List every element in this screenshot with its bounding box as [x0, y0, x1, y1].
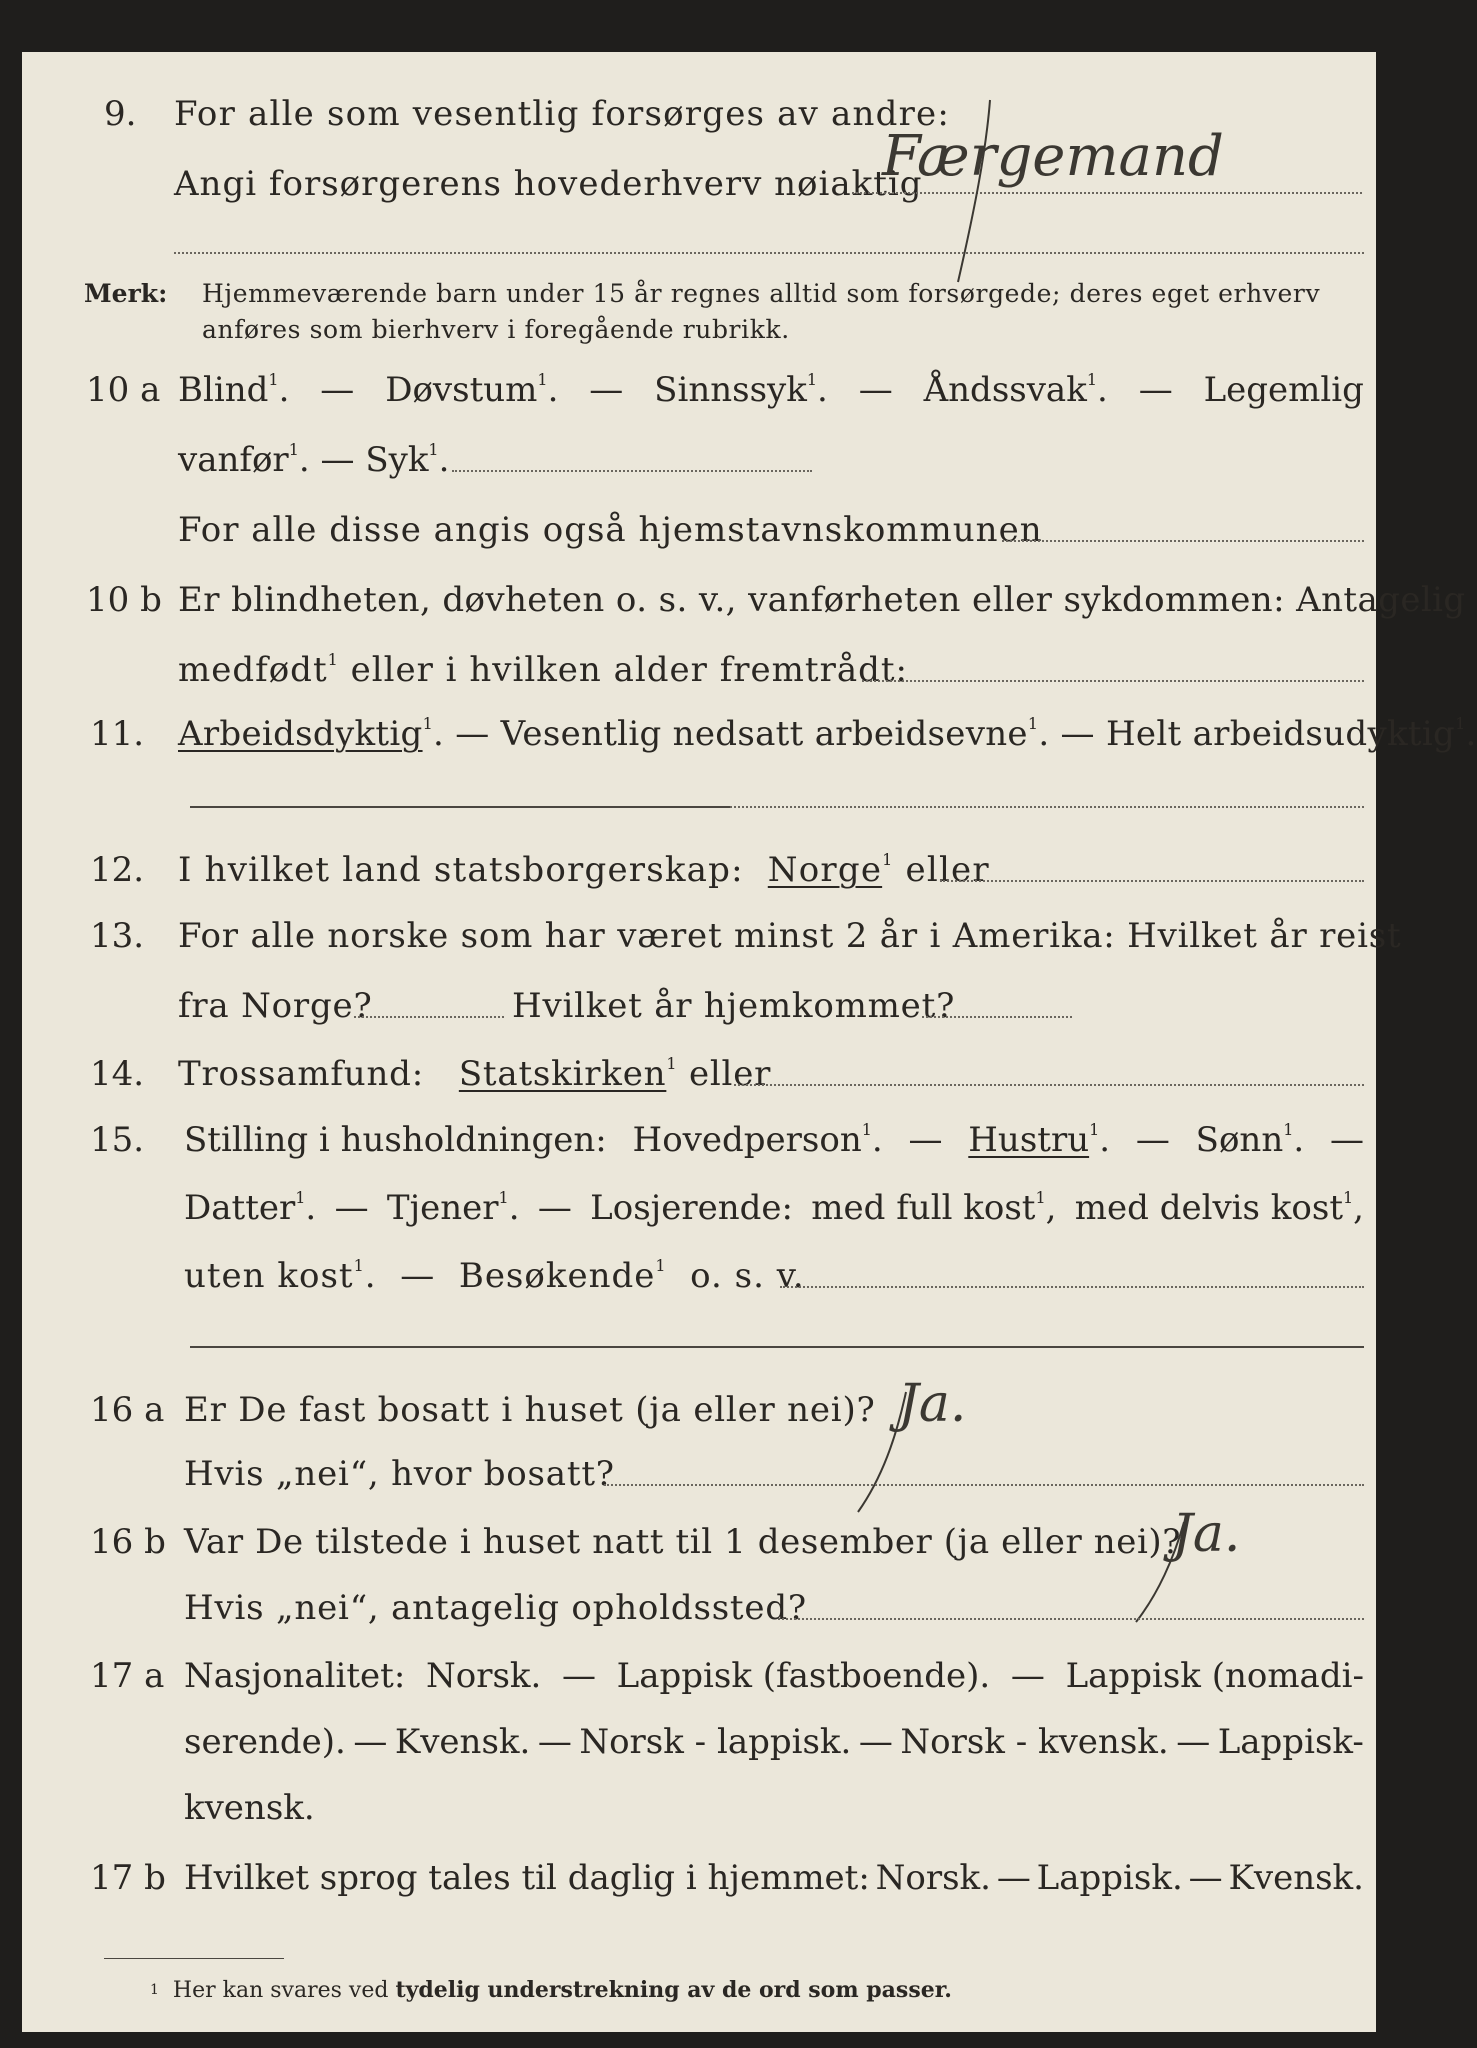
- q9-handwritten-answer: Færgemand: [882, 124, 1224, 189]
- q10a-line1: [178, 370, 1364, 410]
- q10b-line2: medfødt$^1$ eller i hvilken alder fremtrådt:: [178, 650, 908, 690]
- q17a-number: 17 a: [90, 1656, 165, 1696]
- q9-line2: Angi forsørgerens hovederhverv nøiaktig: [174, 164, 923, 204]
- q13-line1: For alle norske som har været minst 2 år i Amerika: Hvilket år reist: [178, 916, 1402, 956]
- q11-line: Arbeidsdyktig$^1$. — Vesentlig nedsatt arbeidsevne$^1$. — Helt arbeidsudyktig$^1$.: [178, 714, 1477, 754]
- q9-number: 9.: [104, 94, 137, 134]
- q10a-dovstum: Døvstum$^1$.: [385, 370, 559, 410]
- q13-hjem: Hvilket år hjemkommet?: [512, 986, 956, 1026]
- q10b-answer-line: [862, 680, 1364, 682]
- q16a-line1: Er De fast bosatt i huset (ja eller nei)?: [184, 1390, 876, 1430]
- q9-extra-line: [174, 252, 1364, 254]
- q15-answer-line: [780, 1286, 1364, 1288]
- q14-answer-line: [734, 1084, 1364, 1086]
- q12-number: 12.: [90, 850, 145, 890]
- q10a-blind: Blind$^1$.: [178, 370, 290, 410]
- dash: —: [320, 370, 355, 410]
- dash: —: [1138, 370, 1173, 410]
- q15-number: 15.: [90, 1120, 145, 1160]
- q10b-number: 10 b: [86, 580, 162, 620]
- q10a-answer-line: [452, 470, 812, 472]
- census-form-page: [22, 52, 1477, 2032]
- q16a-answer-line: [604, 1484, 1364, 1486]
- merk-line2: anføres som bierhverv i foregående rubrikk.: [202, 315, 790, 344]
- q16b-handwritten-answer: Ja.: [1172, 1504, 1241, 1564]
- q10a-legemlig: Legemlig: [1203, 370, 1364, 410]
- q16a-answer-stroke: [852, 1388, 912, 1518]
- footnote: $^1$ Her kan svares ved tydelig understrekning av de ord som passer.: [150, 1977, 952, 2003]
- q10a-line2: vanfør$^1$. — Syk$^1$.: [178, 440, 450, 480]
- q15-line3: uten kost$^1$. — Besøkende$^1$ o. s. v.: [184, 1256, 805, 1296]
- q9-answer-line: [852, 192, 1362, 194]
- q10a-hjemstavn-line: [1002, 540, 1364, 542]
- q13-reist-line: [354, 1016, 504, 1018]
- q10b-line1: Er blindheten, døvheten o. s. v., vanførheten eller sykdommen: Antagelig: [178, 580, 1466, 620]
- q16b-line1: Var De tilstede i huset natt til 1 desember (ja eller nei)?: [184, 1522, 1182, 1562]
- q16b-number: 16 b: [90, 1522, 166, 1562]
- q15-line2: Datter$^1$. — Tjener$^1$. — Losjerende: med full kost$^1$, med delvis kost$^1$,: [184, 1188, 1364, 1228]
- q14-number: 14.: [90, 1054, 145, 1094]
- q9-line1: For alle som vesentlig forsørges av andre:: [174, 94, 951, 134]
- merk-line1: Hjemmeværende barn under 15 år regnes alltid som forsørgede; deres eget erhverv: [202, 279, 1321, 308]
- q15-extra-rule: [190, 1346, 1364, 1348]
- dash: —: [858, 370, 893, 410]
- q16a-handwritten-answer: Ja.: [898, 1374, 967, 1434]
- q10a-number: 10 a: [86, 370, 161, 410]
- q16b-answer-stroke: [1130, 1518, 1190, 1628]
- q17a-line2: serende). — Kvensk. — Norsk - lappisk. — Norsk - kvensk. — Lappisk-: [184, 1722, 1364, 1762]
- q17a-line3: kvensk.: [184, 1788, 315, 1828]
- q12-selected-option: Norge: [767, 850, 883, 890]
- q13-hjem-line: [922, 1016, 1072, 1018]
- q16a-line2: Hvis „nei“, hvor bosatt?: [184, 1454, 615, 1494]
- q13-number: 13.: [90, 916, 145, 956]
- q13-fra: fra Norge?: [178, 986, 373, 1026]
- merk-label: Merk:: [84, 279, 168, 308]
- q14-selected-option: Statskirken: [458, 1054, 667, 1094]
- q17b-line: Hvilket sprog tales til daglig i hjemmet: Norsk. — Lappisk. — Kvensk.: [184, 1858, 1364, 1898]
- q9-answer-stroke: [952, 92, 1012, 292]
- q11-answer-dots: [730, 806, 1364, 808]
- q16b-answer-line: [778, 1618, 1364, 1620]
- q10a-andssvak: Åndssvak$^1$.: [923, 370, 1108, 410]
- q16a-number: 16 a: [90, 1390, 165, 1430]
- q15-selected-option: Hustru: [968, 1120, 1090, 1160]
- q11-selected-option: Arbeidsdyktig: [178, 714, 423, 754]
- q15-line1: Stilling i husholdningen: Hovedperson$^1$. — Hustru$^1$. — Sønn$^1$. —: [184, 1120, 1364, 1160]
- q11-number: 11.: [90, 714, 145, 754]
- q10a-sinnssyk: Sinnssyk$^1$.: [654, 370, 828, 410]
- footnote-rule: [104, 1958, 284, 1959]
- q17b-number: 17 b: [90, 1858, 166, 1898]
- q10a-line3: For alle disse angis også hjemstavnskommunen: [178, 510, 1043, 550]
- q11-answer-rule: [190, 806, 730, 808]
- dash: —: [589, 370, 624, 410]
- q12-answer-line: [940, 880, 1364, 882]
- q16b-line2: Hvis „nei“, antagelig opholdssted?: [184, 1588, 807, 1628]
- q12-line: I hvilket land statsborgerskap: Norge$^1$ eller: [178, 850, 990, 890]
- q14-line: Trossamfund: Statskirken$^1$ eller: [178, 1054, 772, 1094]
- q17a-line1: Nasjonalitet: Norsk. — Lappisk (fastboende). — Lappisk (nomadi-: [184, 1656, 1364, 1696]
